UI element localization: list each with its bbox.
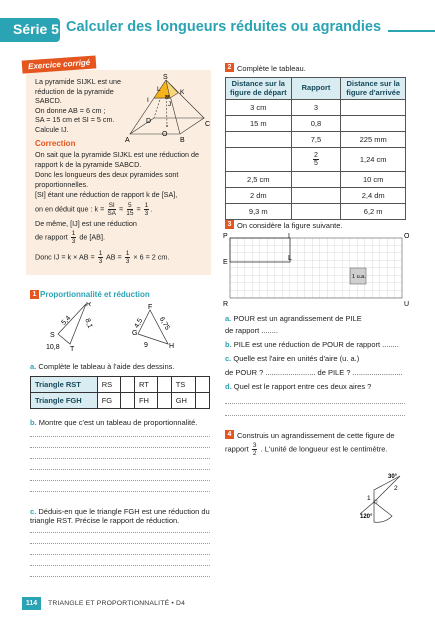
triangles-figure: [40, 302, 210, 354]
svg-text:B: B: [180, 137, 185, 144]
svg-text:R: R: [86, 302, 92, 308]
svg-text:10,8: 10,8: [46, 344, 60, 351]
svg-text:S: S: [50, 332, 55, 339]
svg-text:M: M: [165, 95, 170, 101]
correction-text: On sait que la pyramide SIJKL est une réduction de rapport k de la pyramide SABCD. Donc les longueurs des deux pyramides sont proportionnelles. [SI] étant une réduction de rapport k de [SA], on en déduit que : k = $\frac{SI}{SA}$ = $\frac{5}{15}$ = $\frac{1}{3}$ . De même, [IJ] est une réduction de rapport $\frac{1}{3}$ de [AB]. Donc IJ = k × AB = $\frac{1}{3}$ AB = $\frac{1}{3}$ × 6 = 2 cm.: [35, 150, 199, 265]
answer-cell[interactable]: [120, 393, 134, 409]
answer-cell[interactable]: [157, 393, 171, 409]
section-1-question-c: c. Déduis-en que le triangle FGH est une réduction du triangle RST. Précise le rapport de réduction.: [30, 507, 210, 525]
svg-text:2: 2: [394, 485, 398, 492]
answer-lines-d[interactable]: [225, 392, 405, 416]
svg-text:E: E: [223, 259, 228, 266]
svg-text:I: I: [147, 97, 149, 104]
answer-cell[interactable]: [196, 393, 210, 409]
page-number: 114: [22, 597, 41, 610]
svg-text:L: L: [288, 255, 292, 262]
svg-text:G: G: [132, 330, 138, 337]
section-1-title: Proportionnalité et réduction: [40, 290, 150, 299]
answer-cell[interactable]: [157, 377, 171, 393]
section-2-badge: 2: [225, 63, 234, 72]
distance-table: Distance sur la figure de départ Rapport Distance sur la figure d'arrivée 3 cm 3 15 m 0,8 7,5 225 mm $\frac{2}{5}$ 1,24 cm 2,5 cm 10 cm 2 dm 2,4 dm 9,3 m 6,2 m: [225, 77, 406, 220]
grid-figure: [222, 230, 412, 310]
svg-text:5,4: 5,4: [60, 314, 73, 327]
svg-text:T: T: [70, 346, 75, 353]
construction-figure: [352, 462, 412, 530]
label-S: S: [163, 74, 168, 81]
section-3-title: On considère la figure suivante.: [237, 221, 343, 230]
triangles-table: [30, 376, 210, 409]
svg-text:C: C: [205, 121, 211, 128]
section-4-text-2: rapport $\frac{3}{2}$ . L'unité de longueur est le centimètre.: [225, 442, 388, 457]
section-2-title: Complète le tableau.: [237, 64, 306, 73]
svg-text:J: J: [168, 101, 172, 108]
svg-text:O: O: [162, 131, 168, 138]
svg-text:I: I: [288, 233, 290, 240]
answer-cell[interactable]: [196, 377, 210, 393]
table-row: 15 m 0,8: [226, 116, 406, 132]
table-row: 9,3 m 6,2 m: [226, 204, 406, 220]
svg-text:4,5: 4,5: [133, 317, 145, 330]
answer-cell[interactable]: [120, 377, 134, 393]
svg-text:6,75: 6,75: [157, 316, 171, 332]
title-underline: [388, 30, 435, 32]
serie-tab: Série 5: [0, 18, 60, 42]
svg-text:D: D: [146, 118, 152, 125]
page-title: Calculer des longueurs réduites ou agrandies: [66, 19, 382, 35]
svg-text:30°: 30°: [388, 474, 398, 480]
section-4-badge: 4: [225, 430, 234, 439]
section-1-question-b: b. Montre que c'est un tableau de proportionnalité.: [30, 418, 198, 427]
table-row: Triangle RST RS RT TS: [31, 377, 210, 393]
svg-text:A: A: [125, 137, 130, 144]
answer-cell[interactable]: [291, 204, 341, 220]
exercice-corrige-tag: Exercice corrigé: [22, 55, 97, 73]
answer-cell[interactable]: [291, 172, 341, 188]
unit-area-label: 1 u.a.: [352, 274, 366, 280]
section-1-badge: 1: [30, 290, 39, 299]
svg-text:F: F: [148, 304, 153, 311]
section-3-badge: 3: [225, 220, 234, 229]
footer-text: TRIANGLE ET PROPORTIONNALITÉ • D4: [48, 600, 186, 607]
table-row: $\frac{2}{5}$ 1,24 cm: [226, 148, 406, 172]
table-row: 7,5 225 mm: [226, 132, 406, 148]
section-4-text: Construis un agrandissement de cette figure de: [237, 431, 395, 440]
svg-text:P: P: [223, 233, 228, 240]
answer-cell[interactable]: [341, 100, 406, 116]
pyramid-figure: [120, 74, 212, 146]
svg-text:8,1: 8,1: [83, 317, 94, 330]
svg-text:L: L: [157, 86, 161, 93]
section-3-questions: a. POUR est un agrandissement de PILE de rapport ........ b. PILE est une réduction de POUR de rapport ........ c. Quelle est l'aire en unités d'aire (u. a.) de POUR ? ........................ de PILE ? ........................ d. Quel est le rapport entre ces deux aires ?: [225, 314, 403, 391]
correction-title: Correction: [35, 139, 76, 148]
table-row: 2 dm 2,4 dm: [226, 188, 406, 204]
answer-cell[interactable]: [341, 116, 406, 132]
svg-text:1: 1: [367, 495, 371, 502]
table-row: 3 cm 3: [226, 100, 406, 116]
svg-text:O: O: [404, 233, 410, 240]
answer-lines-c[interactable]: [30, 522, 210, 577]
svg-text:9: 9: [144, 342, 148, 349]
svg-text:H: H: [169, 343, 175, 350]
answer-cell[interactable]: [291, 188, 341, 204]
answer-cell[interactable]: [226, 132, 292, 148]
svg-text:R: R: [223, 301, 229, 308]
section-1-question-a: a. Complète le tableau à l'aide des dessins.: [30, 362, 175, 371]
table-row: Triangle FGH FG FH GH: [31, 393, 210, 409]
svg-text:120°: 120°: [360, 514, 373, 520]
answer-lines-b[interactable]: [30, 426, 210, 492]
exercice-statement: La pyramide SIJKL est une réduction de la pyramide SABCD. On donne AB = 6 cm ; SA = 15 cm et SI = 5 cm. Calcule IJ.: [35, 77, 122, 134]
table-row: 2,5 cm 10 cm: [226, 172, 406, 188]
svg-text:K: K: [180, 89, 185, 96]
answer-cell[interactable]: [226, 148, 292, 172]
svg-text:U: U: [404, 301, 410, 308]
